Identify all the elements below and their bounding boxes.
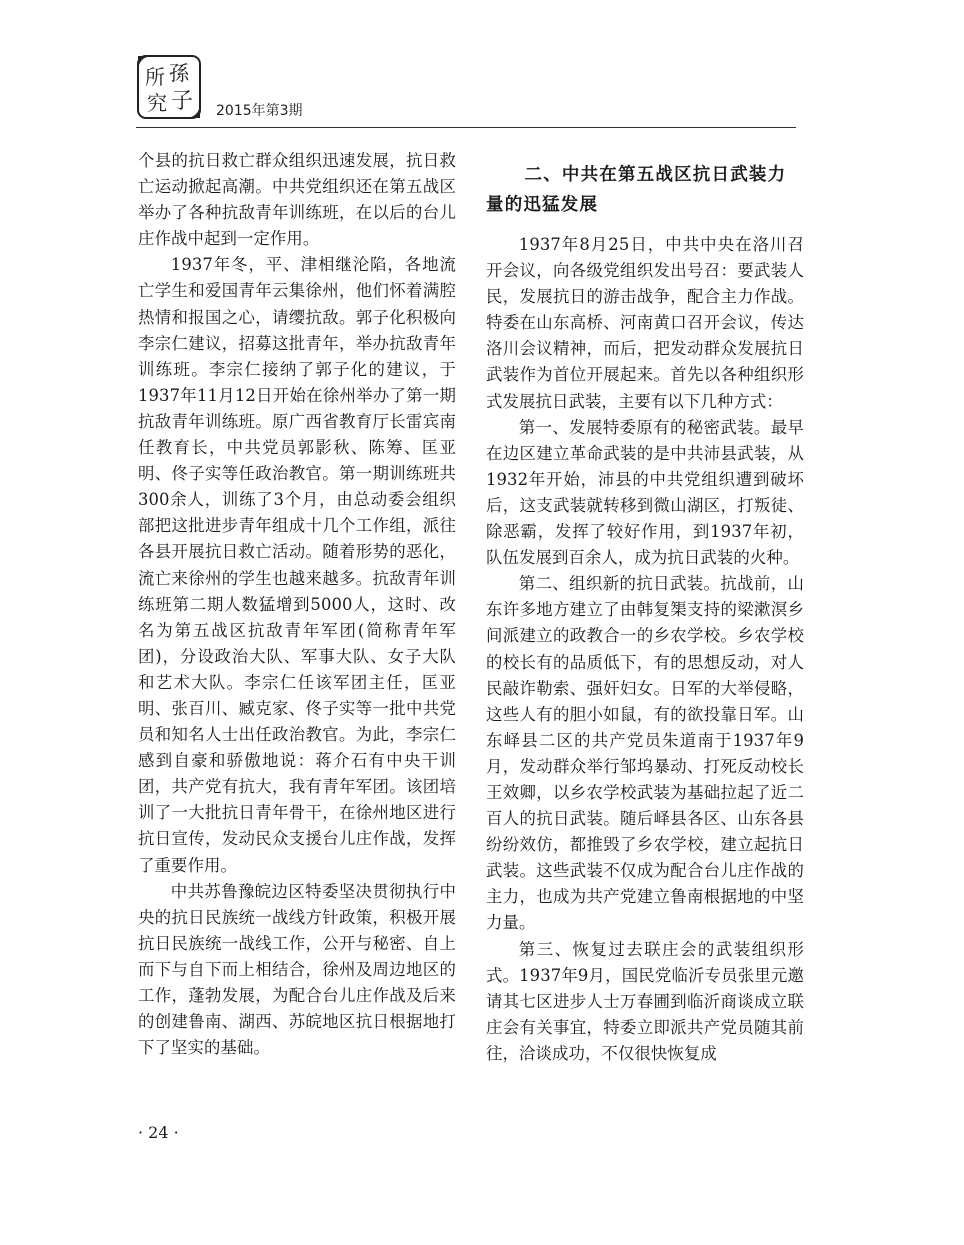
left-paragraph-1: 个县的抗日救亡群众组织迅速发展，抗日救亡运动掀起高潮。中共党组织还在第五战区举办了各种抗敌青年训练班，在以后的台儿庄作战中起到一定作用。 bbox=[138, 151, 456, 249]
svg-text:究: 究 bbox=[147, 91, 167, 115]
journal-logo-icon bbox=[136, 54, 202, 120]
right-column bbox=[486, 160, 804, 1067]
left-paragraph-2: 1937年冬，平、津相继沦陷，各地流亡学生和爱国青年云集徐州，他们怀着满腔热情和报国之心，请缨抗敌。郭子化积极向李宗仁建议，招募这批青年，举办抗敌青年训练班。李宗仁接纳了郭子化的建议，于1937年11月12日开始在徐州举办了第一期抗敌青年训练班。原广西省教育厅长雷宾南任教育长，中共党员郭影秋、陈筹、匡亚明、佟子实等任政治教官。第一期训练班共300余人，训练了3个月，由总动委会组织部把这批进步青年组成十几个工作组，派往各县开展抗日救亡活动。随着形势的恶化，流亡来徐州的学生也越来越多。抗敌青年训练班第二期人数猛增到5000人，这时、改名为第五战区抗敌青年军团(简称青年军团)，分设政治大队、军事大队、女子大队和艺术大队。李宗仁任该军团主任，匡亚明、张百川、臧克家、佟子实等一批中共党员和知名人士出任政治教官。为此，李宗仁感到自豪和骄傲地说：蒋介石有中央干训团，共产党有抗大，我有青年军团。该团培训了一大批抗日青年骨干，在徐州地区进行抗日宣传，发动民众支援台儿庄作战，发挥了重要作用。 bbox=[138, 255, 456, 875]
left-column bbox=[138, 148, 456, 1061]
page-header bbox=[136, 54, 796, 130]
svg-text:所: 所 bbox=[145, 65, 165, 89]
right-paragraph-2: 第一、发展特委原有的秘密武装。最早在边区建立革命武装的是中共沛县武装，从1932年开始，沛县的中共党组织遭到破坏后，这支武装就转移到微山湖区，打叛徒、除恶霸，发挥了较好作用，到1937年初，队伍发展到百余人，成为抗日武装的火种。 bbox=[486, 417, 804, 568]
right-paragraph-1: 1937年8月25日，中共中央在洛川召开会议，向各级党组织发出号召：要武装人民，发展抗日的游击战争，配合主力作战。特委在山东高桥、河南黄口召开会议，传达洛川会议精神，而后，把发动群众发展抗日武装作为首位开展起来。首先以各种组织形式发展抗日武装，主要有以下几种方式： bbox=[486, 235, 804, 411]
svg-text:子: 子 bbox=[171, 89, 194, 114]
page-number: · 24 · bbox=[138, 1123, 179, 1142]
right-paragraph-3: 第二、组织新的抗日武装。抗战前，山东许多地方建立了由韩复榘支持的梁漱溟乡间派建立的政教合一的乡农学校。乡农学校的校长有的品质低下，有的思想反动，对人民敲诈勒索、强奸妇女。日军的大举侵略，这些人有的胆小如鼠，有的欲投靠日军。山东峄县二区的共产党员朱道南于1937年9月，发动群众举行邹坞暴动、打死反动校长王效卿，以乡农学校武装为基础拉起了近二百人的抗日武装。随后峄县各区、山东各县纷纷效仿，都推毁了乡农学校，建立起抗日武装。这些武装不仅成为配合台儿庄作战的主力，也成为共产党建立鲁南根据地的中坚力量。 bbox=[486, 574, 804, 933]
header-rule bbox=[136, 127, 796, 128]
right-paragraph-4: 第三、恢复过去联庄会的武装组织形式。1937年9月，国民党临沂专员张里元邀请其七区进步人士万春圃到临沂商谈成立联庄会有关事宜，特委立即派共产党员随其前往，洽谈成功，不仅很快恢复成 bbox=[486, 939, 804, 1063]
left-paragraph-3: 中共苏鲁豫皖边区特委坚决贯彻执行中央的抗日民族统一战线方针政策，积极开展抗日民族统一战线工作，公开与秘密、自上而下与自下而上相结合，徐州及周边地区的工作，蓬勃发展，为配合台儿庄作战及后来的创建鲁南、湖西、苏皖地区抗日根据地打下了坚实的基础。 bbox=[138, 881, 456, 1058]
section-title: 二、中共在第五战区抗日武装力量的迅猛发展 bbox=[486, 165, 787, 215]
issue-label: 2015年第3期 bbox=[216, 103, 303, 119]
svg-text:孫: 孫 bbox=[169, 61, 189, 85]
